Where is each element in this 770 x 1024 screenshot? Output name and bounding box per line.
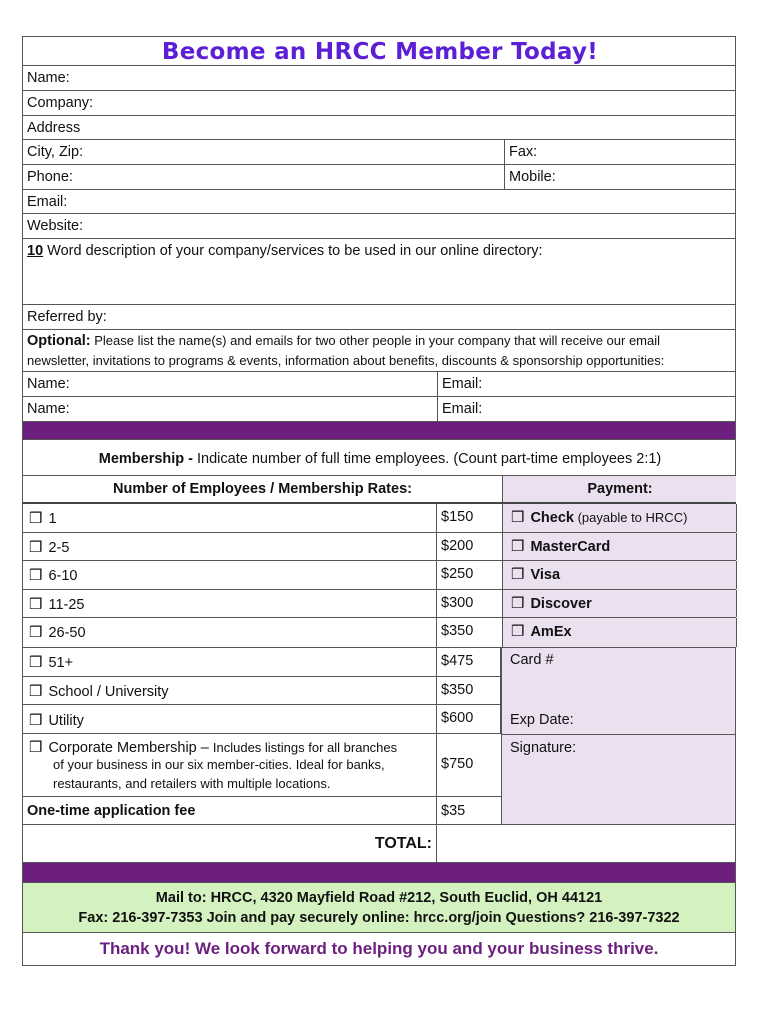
website-row[interactable] [22, 214, 736, 239]
rate-label [29, 653, 73, 671]
rate-label [29, 509, 57, 527]
rate-price-cell [436, 677, 502, 704]
payment-checkbox[interactable]: ❒ [511, 566, 525, 583]
rate-price: $150 [441, 509, 474, 525]
rates-header: Number of Employees / Membership Rates: [113, 481, 412, 497]
mail-to-line: Mail to: HRCC, 4320 Mayfield Road #212, South Euclid, OH 44121 [155, 890, 603, 906]
thank-you-row [22, 933, 736, 966]
rate-price: $300 [441, 595, 474, 611]
payment-method-cell[interactable] [502, 590, 737, 617]
corporate-label: Corporate Membership [48, 740, 197, 756]
mail-info-row [22, 883, 736, 933]
rate-price: $250 [441, 566, 474, 582]
total-row [22, 825, 736, 863]
payment-method-cell[interactable] [502, 618, 737, 647]
rate-checkbox[interactable]: ❒ [29, 539, 43, 556]
rate-price: $600 [441, 710, 474, 726]
description-count: 10 [27, 243, 44, 259]
payment-method-cell[interactable] [502, 504, 737, 532]
rate-price: $475 [441, 653, 474, 669]
referred-label: Referred by: [27, 309, 107, 325]
rate-label [29, 538, 69, 556]
city-zip-row[interactable] [22, 140, 736, 165]
corporate-label-cell[interactable] [23, 734, 436, 796]
rate-label-cell[interactable] [23, 590, 436, 617]
payment-method-label: Check [530, 510, 574, 526]
application-fee-price-cell [436, 797, 502, 824]
purple-divider-bottom [22, 863, 736, 883]
page-title: Become an HRCC Member Today! [161, 39, 599, 65]
rate-label-cell[interactable] [23, 618, 436, 647]
name-row[interactable] [22, 66, 736, 91]
membership-intro [23, 451, 737, 467]
rate-checkbox[interactable]: ❒ [29, 510, 43, 527]
payment-method-note: (payable to HRCC) [573, 510, 688, 525]
purple-divider-top [22, 422, 736, 440]
rate-tier: 1 [48, 511, 57, 527]
rate-row [22, 677, 501, 705]
optional-text-2: newsletter, invitations to programs & events, information about benefits, discounts & sponsorship opportunities: [27, 353, 665, 368]
description-label [27, 243, 543, 259]
contact-row-2[interactable] [22, 397, 736, 422]
fax-cell[interactable] [504, 140, 737, 164]
membership-form [22, 36, 736, 966]
rate-row [22, 561, 736, 590]
corporate-checkbox[interactable]: ❒ [29, 739, 43, 756]
corporate-desc-3: restaurants, and retailers with multiple locations. [53, 776, 331, 791]
rate-checkbox[interactable]: ❒ [29, 624, 43, 641]
rate-tier: Utility [48, 713, 84, 729]
optional-text-1: Please list the name(s) and emails for two other people in your company that will receive our email [90, 333, 661, 348]
payment-method-cell[interactable] [502, 561, 737, 589]
signature-label: Signature: [510, 740, 577, 756]
mobile-cell[interactable] [504, 165, 737, 189]
payment-checkbox[interactable]: ❒ [511, 538, 525, 555]
rate-price-cell [436, 590, 502, 617]
rate-label-cell[interactable] [23, 648, 436, 676]
rate-price: $350 [441, 682, 474, 698]
payment-method-label: AmEx [530, 624, 572, 640]
corporate-dash: – [196, 740, 213, 756]
website-label: Website: [27, 218, 84, 234]
rate-checkbox[interactable]: ❒ [29, 654, 43, 671]
payment-method-label: Visa [530, 567, 561, 583]
rate-label-cell[interactable] [23, 504, 436, 532]
rate-row [22, 618, 736, 648]
contact-row-1[interactable] [22, 372, 736, 397]
rate-checkbox[interactable]: ❒ [29, 567, 43, 584]
contact-1-email-cell[interactable] [437, 372, 737, 396]
company-row[interactable] [22, 91, 736, 116]
rate-label [29, 566, 77, 584]
application-fee-price: $35 [441, 803, 466, 819]
total-label: TOTAL: [374, 835, 432, 852]
rate-label [29, 623, 86, 641]
optional-line-1 [27, 333, 660, 349]
thank-you-text: Thank you! We look forward to helping you and your business thrive. [99, 939, 659, 958]
company-label: Company: [27, 95, 94, 111]
payment-method-label: Discover [530, 596, 592, 612]
payment-method [511, 537, 610, 555]
corporate-price: $750 [441, 756, 474, 772]
corporate-price-cell [436, 734, 502, 796]
contact-line: Fax: 216-397-7353 Join and pay securely online: hrcc.org/join Questions? 216-397-7322 [78, 910, 680, 926]
rate-row [22, 590, 736, 618]
rate-tier: 6-10 [48, 568, 78, 584]
description-text: Word description of your company/services to be used in our online directory: [43, 243, 543, 259]
referred-row[interactable] [22, 305, 736, 330]
payment-method-label: MasterCard [530, 539, 611, 555]
rate-row [22, 504, 736, 533]
rate-price-cell [436, 618, 502, 647]
contact-2-email-label: Email: [442, 401, 483, 417]
rate-row [22, 648, 501, 677]
rate-price-cell [436, 504, 502, 532]
email-label: Email: [27, 194, 68, 210]
address-row[interactable] [22, 116, 736, 140]
rate-label [29, 711, 84, 729]
payment-method [511, 594, 592, 612]
rate-checkbox[interactable]: ❒ [29, 683, 43, 700]
rate-label-cell[interactable] [23, 533, 436, 560]
signature-divider [502, 734, 736, 735]
name-label: Name: [27, 70, 70, 86]
city-zip-label: City, Zip: [27, 144, 84, 160]
address-label: Address [27, 120, 81, 136]
rate-label [29, 595, 84, 613]
rate-label-cell[interactable] [23, 705, 436, 733]
payment-header-cell [502, 476, 736, 502]
rate-price-cell [436, 648, 502, 676]
membership-intro-row [22, 440, 736, 476]
card-number-label: Card # [510, 652, 554, 668]
rate-price: $350 [441, 623, 474, 639]
payment-checkbox[interactable]: ❒ [511, 509, 525, 526]
rate-tier: 2-5 [48, 540, 70, 556]
rate-row [22, 533, 736, 561]
payment-method [511, 565, 560, 583]
membership-label: Membership - [98, 451, 193, 467]
payment-method [511, 622, 572, 640]
contact-2-name-label: Name: [27, 401, 70, 417]
total-value-cell[interactable] [436, 825, 737, 862]
fax-label: Fax: [509, 144, 538, 160]
optional-row [22, 330, 736, 372]
payment-method-cell[interactable] [502, 533, 737, 560]
optional-label: Optional: [27, 333, 91, 349]
rates-header-row [22, 476, 736, 504]
rate-row [22, 705, 501, 734]
rate-price-cell [436, 533, 502, 560]
rate-tier: 26-50 [48, 625, 86, 641]
rate-tier: 11-25 [48, 597, 85, 613]
card-info-block[interactable] [501, 648, 736, 825]
rate-label [29, 682, 169, 700]
contact-1-name-label: Name: [27, 376, 70, 392]
rate-price: $200 [441, 538, 474, 554]
membership-note: Indicate number of full time employees. (Count part-time employees 2:1) [193, 451, 662, 467]
title-row [22, 36, 736, 66]
corporate-desc-2: of your business in our six member-cities. Ideal for banks, [53, 757, 385, 772]
email-row[interactable] [22, 190, 736, 214]
corporate-line-1 [29, 738, 397, 756]
phone-row[interactable] [22, 165, 736, 190]
mobile-label: Mobile: [509, 169, 556, 185]
payment-header: Payment: [587, 481, 653, 497]
rate-price-cell [436, 561, 502, 589]
corporate-desc-1: Includes listings for all branches [212, 740, 398, 755]
rate-label-cell[interactable] [23, 677, 436, 704]
rate-label-cell[interactable] [23, 561, 436, 589]
phone-label: Phone: [27, 169, 73, 185]
rate-tier: School / University [48, 684, 169, 700]
description-row[interactable] [22, 239, 736, 305]
rate-tier: 51+ [48, 655, 74, 671]
payment-checkbox[interactable]: ❒ [511, 623, 525, 640]
contact-2-email-cell[interactable] [437, 397, 737, 421]
rate-checkbox[interactable]: ❒ [29, 596, 43, 613]
rate-price-cell [436, 705, 502, 733]
rate-checkbox[interactable]: ❒ [29, 712, 43, 729]
application-fee-label: One-time application fee [27, 803, 196, 819]
payment-checkbox[interactable]: ❒ [511, 595, 525, 612]
payment-method [511, 508, 687, 526]
exp-date-label: Exp Date: [510, 712, 574, 728]
contact-1-email-label: Email: [442, 376, 483, 392]
